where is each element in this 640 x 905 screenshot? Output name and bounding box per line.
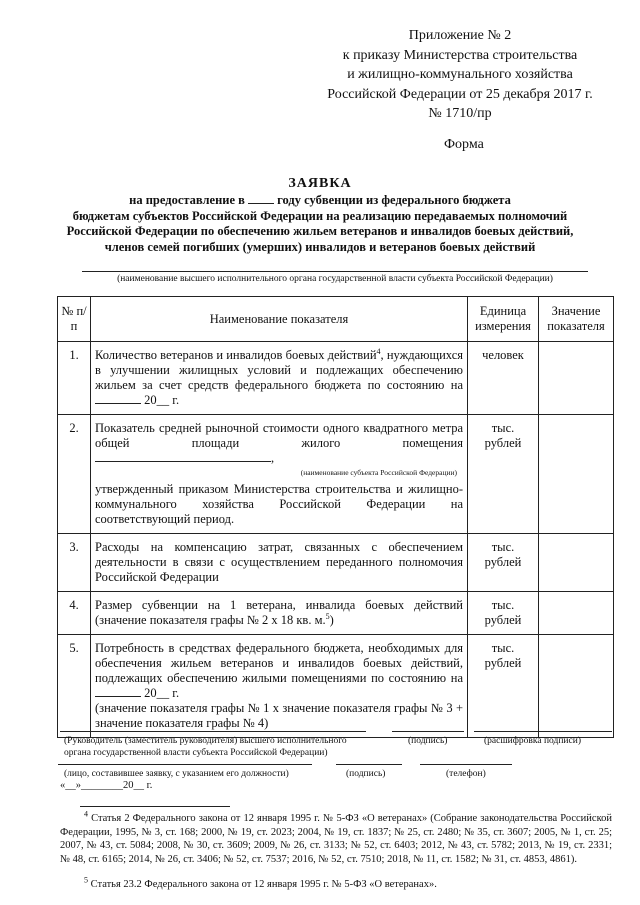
row-num: 3. [58, 534, 91, 592]
footnote-4-text: Статья 2 Федерального закона от 12 января 1995 г. № 5-ФЗ «О ветеранах» (Собрание законодательства Российской Федерации, 1995, № 3, ст. 168; 2000, № 19, ст. 2023; 2004, № 19, ст. 1837; № 25, ст. 2480; № 35, ст. 3607; 2005, № 1, ст. 25; 2007, № 43, ст. 5084; 2008, № 30, ст. 3609; 2009, № 26, ст. 3133; № 52, ст. 6403; 2012, № 43, ст. 5782; 2013, № 19, ст. 2331; № 48, ст. 6165; 2014, № 26, ст. 3406; № 52, ст. 7537; 2016, № 52, ст. 7510; 2018, № 11, ст. 1582; № 31, ст. 4853, 4861). [60, 813, 613, 865]
footnote-5 [60, 875, 612, 892]
header-num: № п/п [58, 297, 91, 342]
head-caption-line-2: органа государственной власти субъекта Российской Федерации) [64, 748, 328, 758]
row-num: 2. [58, 415, 91, 534]
row-unit: тыс. рублей [468, 534, 539, 592]
row-text: Показатель средней рыночной стоимости одного квадратного метра общей площади жилого помещения [95, 421, 463, 450]
row-unit: тыс. рублей [468, 635, 539, 738]
row-num: 5. [58, 635, 91, 738]
subtitle-line-4: членов семей погибших (умерших) инвалидов и ветеранов боевых действий [104, 239, 536, 254]
row-text: Количество ветеранов и инвалидов боевых действий [95, 348, 377, 362]
head-signature-line [392, 731, 464, 732]
footnote-separator [80, 806, 230, 807]
header-unit: Единица измерения [468, 297, 539, 342]
org-name-line [82, 271, 588, 272]
row-value [539, 342, 614, 415]
sign-caption-2: (подпись) [346, 769, 386, 779]
subtitle-line-1-before: на предоставление в [129, 193, 245, 207]
prepared-caption: (лицо, составившее заявку, с указанием его должности) [64, 769, 289, 779]
row-formula: (значение показателя графы № 1 х значение показателя графы № 3 + значение показателя графы № 4) [95, 701, 463, 730]
phone-caption: (телефон) [446, 769, 486, 779]
footnote-4-mark: 4 [84, 809, 88, 819]
row-text-cont: утвержденный приказом Министерства строительства и жилищно-коммунального хозяйства Российской Федерации на соответствующий период. [95, 482, 463, 526]
footnote-ref: 5 [325, 611, 330, 621]
annex-line-4: Российской Федерации от 25 декабря 2017 г. [327, 86, 593, 102]
row-value [539, 592, 614, 635]
table-row [58, 635, 614, 738]
head-caption [64, 735, 347, 759]
form-label: Форма [444, 137, 484, 152]
table-row [58, 534, 614, 592]
subject-blank [95, 461, 271, 462]
row-name [91, 592, 468, 635]
phone-line [420, 764, 512, 765]
row-text-cont: ) [329, 613, 334, 627]
row-num: 4. [58, 592, 91, 635]
indicators-table [57, 296, 614, 738]
prepared-sign-line [336, 764, 402, 765]
date-line: «__»________20__ г. [60, 780, 153, 791]
document-subtitle [0, 193, 640, 255]
subject-caption: (наименование субъекта Российской Федерации) [300, 468, 457, 477]
annex-line-1: Приложение № 2 [408, 28, 512, 43]
row-unit: тыс. рублей [468, 592, 539, 635]
org-caption: (наименование высшего исполнительного органа государственной власти субъекта Российской Федерации) [117, 274, 553, 284]
header-value: Значение показателя [539, 297, 614, 342]
row-value [539, 415, 614, 534]
prepared-line [58, 764, 312, 765]
row-year: 20__ г. [144, 393, 180, 407]
row-name [91, 342, 468, 415]
footnote-5-mark: 5 [84, 875, 88, 885]
row-unit: человек [468, 342, 539, 415]
table-header-row [58, 297, 614, 342]
row-value [539, 534, 614, 592]
table-row [58, 415, 614, 534]
annex-header [300, 26, 620, 124]
table-row [58, 342, 614, 415]
footnote-4 [60, 809, 613, 866]
row-text-cont: , нуждающихся в улучшении жилищных условий и подлежащих обеспечению жильем за счет средств федерального бюджета по состоянию на [95, 348, 463, 392]
header-name: Наименование показателя [91, 297, 468, 342]
row-name [91, 635, 468, 738]
subtitle-line-2: бюджетам субъектов Российской Федерации на реализацию передаваемых полномочий [72, 208, 568, 223]
sign-caption: (подпись) [408, 736, 448, 746]
footnote-5-text: Статья 23.2 Федерального закона от 12 января 1995 г. № 5-ФЗ «О ветеранах». [90, 879, 437, 890]
head-caption-line-1: (Руководитель (заместитель руководителя) высшего исполнительного [64, 736, 347, 746]
row-value [539, 635, 614, 738]
row-unit: тыс. рублей [468, 415, 539, 534]
date-blank [95, 403, 141, 404]
subtitle-line-1 [0, 193, 640, 209]
document-title: ЗАЯВКА [288, 176, 352, 191]
subtitle-line-3: Российской Федерации по обеспечению жильем ветеранов и инвалидов боевых действий, [66, 224, 574, 238]
annex-line-5: № 1710/пр [428, 106, 492, 121]
annex-line-3: и жилищно-коммунального хозяйства [347, 67, 573, 82]
table-row [58, 592, 614, 635]
year-blank [248, 203, 274, 204]
row-num: 1. [58, 342, 91, 415]
row-year: 20__ г. [144, 686, 180, 700]
row-text: Размер субвенции на 1 ветерана, инвалида боевых действий (значение показателя графы № 2 х 18 кв. м. [95, 598, 463, 627]
row-name: Расходы на компенсацию затрат, связанных с обеспечением деятельности в связи с осуществлением переданного полномочия Российской Федерации [91, 534, 468, 592]
annex-line-2: к приказу Министерства строительства [342, 47, 578, 63]
footnote-ref: 4 [376, 346, 381, 356]
row-text: Потребность в средствах федерального бюджета, необходимых для обеспечения жильем ветеранов и инвалидов боевых действий, подлежащих обеспечению жилыми помещениями по состоянию на [95, 641, 463, 685]
date-blank [95, 696, 141, 697]
decode-caption: (расшифровка подписи) [484, 736, 581, 746]
head-decode-line [474, 731, 612, 732]
head-sign-line [60, 731, 366, 732]
subtitle-line-1-after: году субвенции из федерального бюджета [277, 193, 511, 207]
row-name: Показатель средней рыночной стоимости одного квадратного метра общей площади жилого помещения , (наименование субъекта Российской Федерации) утвержденный приказом Министерства строительства и жилищно-коммунального хозяйства Российской Федерации на соответствующий период. [91, 415, 468, 534]
